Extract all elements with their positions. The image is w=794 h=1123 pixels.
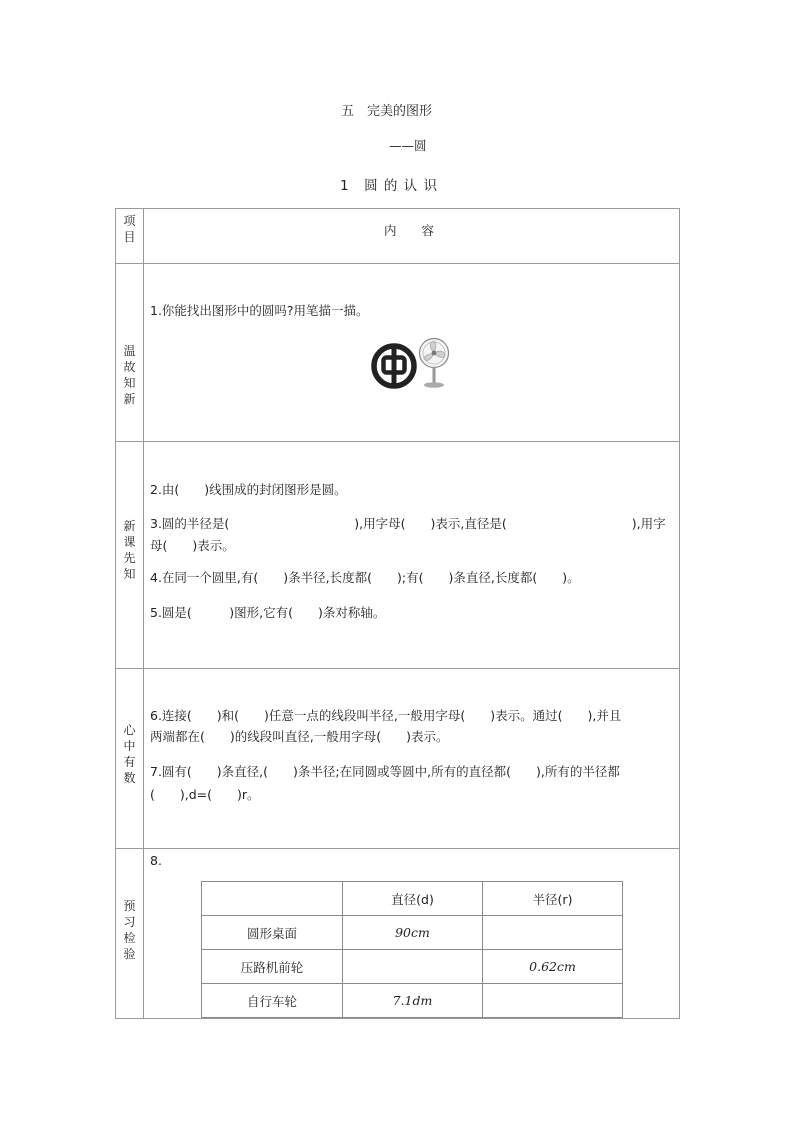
question-3-line-1: 3.圆的半径是( ),用字母( )表示,直径是( ),用字 <box>150 516 666 531</box>
table-row <box>202 950 623 984</box>
question-4: 4.在同一个圆里,有( )条半径,长度都( );有( )条直径,长度都( )。 <box>150 570 580 585</box>
question-3-line-2: 母( )表示。 <box>150 538 235 553</box>
question-1: 1.你能找出图形中的圆吗?用笔描一描。 <box>150 303 369 318</box>
table-cell-radius[interactable] <box>483 984 623 1018</box>
table-cell-diameter[interactable] <box>343 950 483 984</box>
subtitle: ——圆 <box>389 138 427 153</box>
column-divider <box>143 208 144 1019</box>
question-2: 2.由( )线围成的封闭图形是圆。 <box>150 482 347 497</box>
table-cell-name: 压路机前轮 <box>202 950 343 984</box>
row-divider <box>115 668 680 669</box>
electric-fan-icon <box>417 337 451 389</box>
table-cell-diameter[interactable]: 90cm <box>343 916 483 950</box>
section-label-preview: 预 习 检 验 <box>123 899 136 961</box>
question-6-line-1: 6.连接( )和( )任意一点的线段叫半径,一般用字母( )表示。通过( ),并且 <box>150 708 622 723</box>
table-cell-diameter[interactable]: 7.1dm <box>343 984 483 1018</box>
header-content-label: 内 容 <box>384 223 435 238</box>
table-header-row <box>202 882 623 916</box>
header-item-label: 项 目 <box>123 214 136 244</box>
question-5: 5.圆是( )图形,它有( )条对称轴。 <box>150 605 386 620</box>
question-8: 8. <box>150 853 162 868</box>
table-header-cell: 直径(d) <box>343 882 483 916</box>
row-divider <box>115 848 680 849</box>
table-row <box>202 916 623 950</box>
question-7-line-1: 7.圆有( )条直径,( )条半径;在同圆或等圆中,所有的直径都( ),所有的半径都 <box>150 764 620 779</box>
table-cell-radius[interactable] <box>483 916 623 950</box>
section-label-new-lesson: 新 课 先 知 <box>123 519 136 581</box>
table-header-cell: 半径(r) <box>483 882 623 916</box>
unit-title: 五 完美的图形 <box>341 104 433 119</box>
row-divider <box>115 263 680 264</box>
question-6-line-2: 两端都在( )的线段叫直径,一般用字母( )表示。 <box>150 729 449 744</box>
table-row <box>202 984 623 1018</box>
question-7-line-2: ( ),d=( )r。 <box>150 787 260 802</box>
table-cell-name: 自行车轮 <box>202 984 343 1018</box>
table-header-cell <box>202 882 343 916</box>
table-cell-radius[interactable]: 0.62cm <box>483 950 623 984</box>
section-label-in-mind: 心 中 有 数 <box>123 723 136 785</box>
row-divider <box>115 441 680 442</box>
table-cell-name: 圆形桌面 <box>202 916 343 950</box>
lesson-title: 1 圆 的 认 识 <box>340 178 438 194</box>
section-label-review: 温 故 知 新 <box>123 344 136 406</box>
bank-of-china-logo-icon <box>371 343 417 389</box>
diameter-radius-table <box>201 881 623 1018</box>
